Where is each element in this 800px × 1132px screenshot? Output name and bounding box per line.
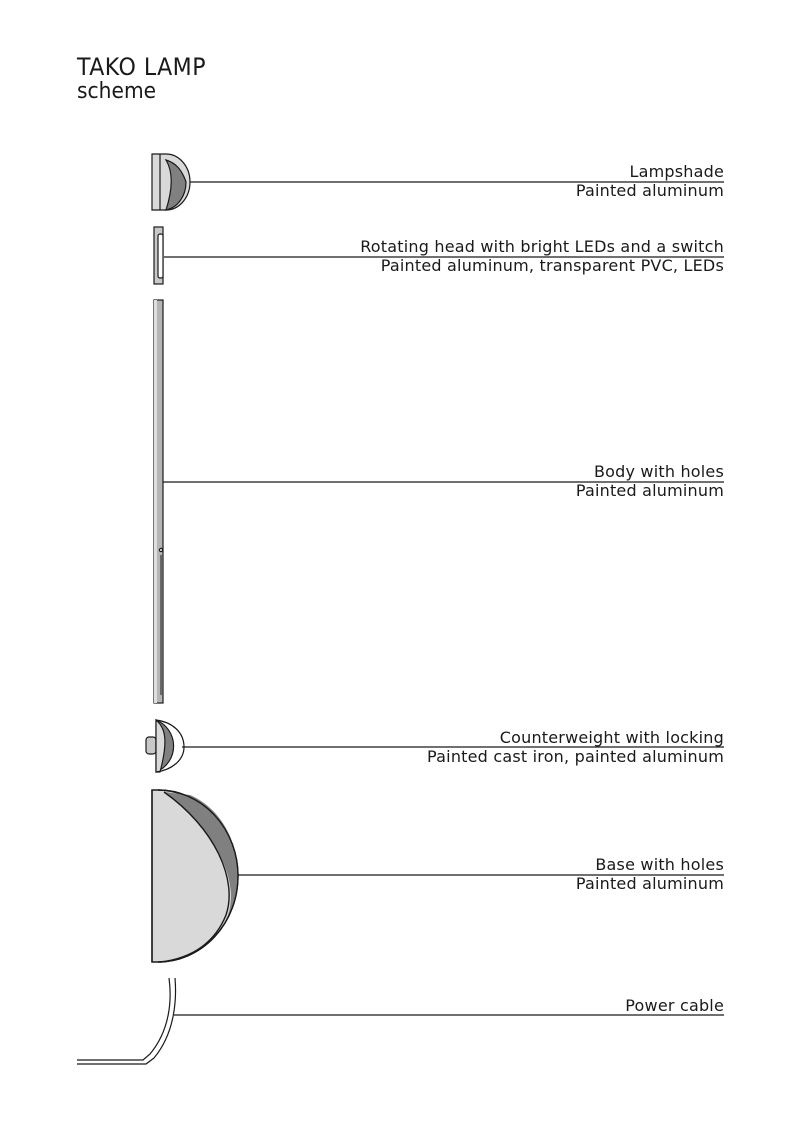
part-material-lampshade: Painted aluminum bbox=[575, 181, 724, 200]
part-name-rotating-head: Rotating head with bright LEDs and a switch bbox=[360, 237, 724, 256]
part-name-lampshade: Lampshade bbox=[629, 162, 724, 181]
part-material-body: Painted aluminum bbox=[575, 481, 724, 500]
body-part bbox=[154, 300, 163, 703]
part-name-body: Body with holes bbox=[593, 462, 724, 481]
counterweight-part bbox=[146, 720, 184, 772]
label-rotating-head bbox=[360, 237, 724, 275]
label-counterweight bbox=[427, 728, 724, 766]
power-cable-part bbox=[77, 978, 176, 1064]
part-name-base: Base with holes bbox=[595, 855, 724, 874]
part-name-power-cable: Power cable bbox=[625, 996, 724, 1015]
label-lampshade bbox=[576, 162, 724, 200]
label-base bbox=[576, 855, 724, 893]
label-body bbox=[576, 462, 724, 500]
rotating-head-part bbox=[154, 227, 163, 284]
part-name-counterweight: Counterweight with locking bbox=[499, 728, 724, 747]
diagram-subtitle: scheme bbox=[77, 79, 157, 104]
part-material-rotating-head: Painted aluminum, transparent PVC, LEDs bbox=[380, 256, 724, 275]
label-power-cable bbox=[625, 996, 724, 1015]
part-material-base: Painted aluminum bbox=[575, 874, 724, 893]
lampshade-part bbox=[152, 154, 190, 210]
part-material-counterweight: Painted cast iron, painted aluminum bbox=[427, 747, 724, 766]
base-part bbox=[152, 790, 238, 962]
diagram-title: TAKO LAMP bbox=[77, 53, 206, 81]
